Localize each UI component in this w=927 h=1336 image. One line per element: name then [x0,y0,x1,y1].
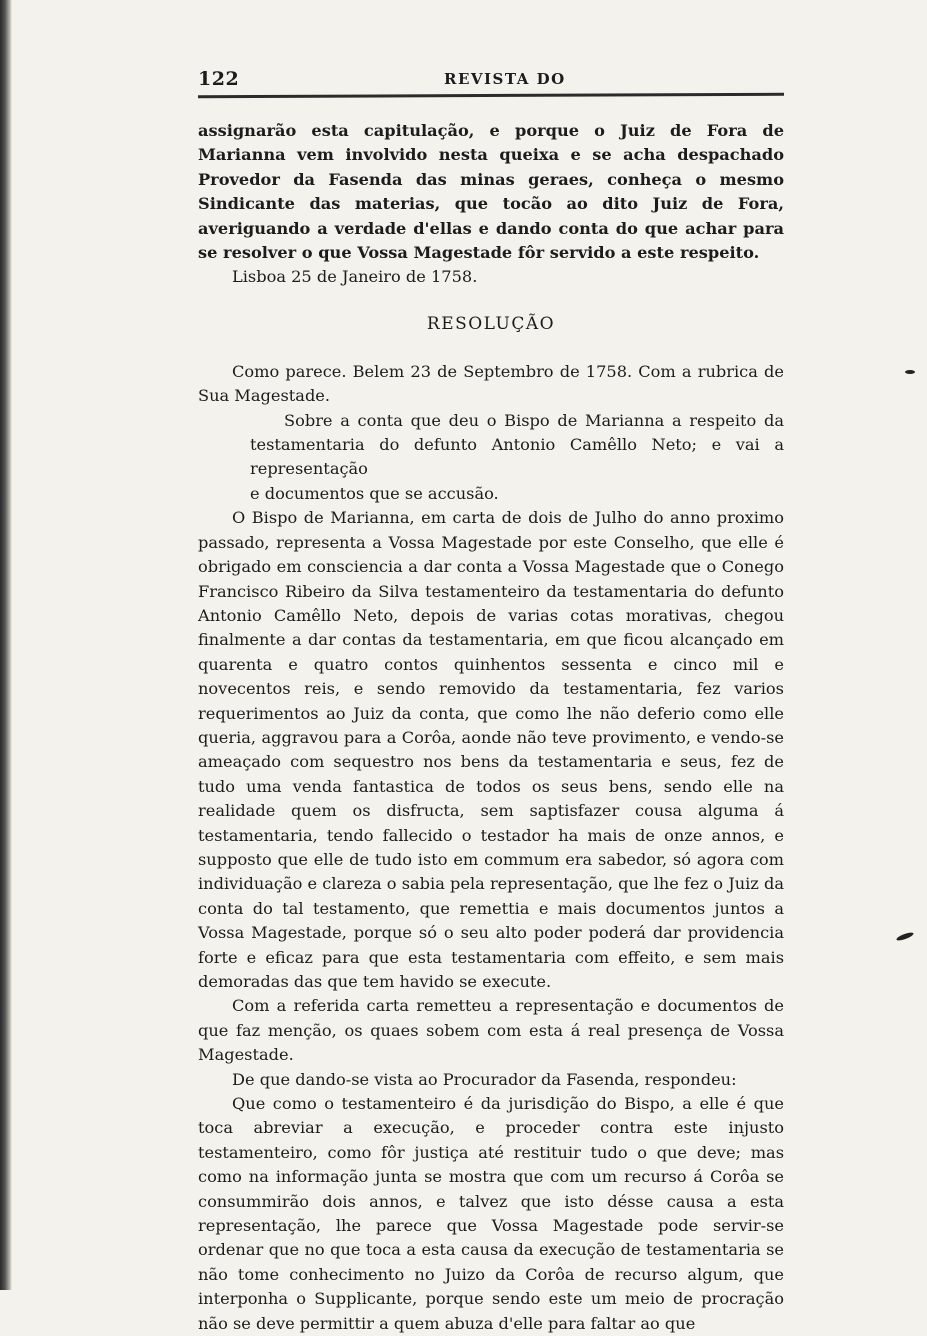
ink-speck [905,370,915,374]
page-number: 122 [198,68,240,90]
body-paragraph: Com a referida carta remetteu a representação e documentos de que faz menção, os quaes sobem com esta á real presença de Vossa Magestade. [198,996,784,1065]
running-title: REVISTA DO [444,70,566,88]
dateline: Lisboa 25 de Janeiro de 1758. [232,267,478,287]
ink-speck [896,931,915,942]
page-header [198,60,784,94]
section-title: RESOLUÇÃO [426,313,556,334]
book-page [198,60,784,1333]
body-paragraph: De que dando-se vista ao Procurador da Fasenda, respondeu: [232,1069,737,1089]
body-paragraph: Que como o testamenteiro é da jurisdição do Bispo, a elle é que toca abreviar a execução, e proceder contra este injusto testamenteiro, como fôr justiça até restituir tudo o que deve; mas como na informação junta se mostra que com um recurso á Corôa se consummirão dois annos, e talvez que isto désse causa a esta representação, lhe parece que Vossa Magestade pode servir-se ordenar que no que toca a esta causa da execução de testamentaria se não tome conhecimento no Juizo da Corôa de recurso algum, que interponha o Supplicante, porque sendo este um meio de procração não se deve permittir a quem abuza d'elle para faltar ao que [198,1094,784,1333]
summary-line: e documentos que se accusão. [250,483,499,503]
book-spine-edge [0,0,12,1290]
summary-line: Sobre a conta que deu o Bispo de Marianna a respeito da testamentaria do defunto Antonio Camêllo Neto; e vai a representação [250,410,784,479]
body-paragraph: O Bispo de Marianna, em carta de dois de Julho do anno proximo passado, representa a Vossa Magestade por este Conselho, que elle é obrigado em consciencia a dar conta a Vossa Magestade que o Conego Francisco Ribeiro da Silva testamenteiro da testamentaria do defunto Antonio Camêllo Neto, depois de varias cotas morativas, chegou finalmente a dar contas da testamentaria, em que ficou alcançado em quarenta e quatro contos quinhentos sessenta e cinco mil e novecentos reis, e sendo removido da testamentaria, fez varios requerimentos ao Juiz da conta, que como lhe não deferio como elle queria, aggravou para a Corôa, aonde não teve provimento, e vendo-se ameaçado com sequestro nos bens da testamentaria e seus, fez de tudo uma venda fantastica de todos os seus bens, sendo elle na realidade quem os disfructa, sem saptisfazer cousa alguma á testamentaria, tendo fallecido o testador ha mais de onze annos, e supposto que elle de tudo isto em commum era sabedor, só agora com individuação e clareza o sabia pela representação, que lhe fez o Juiz da conta do tal testamento, que remettia e mais documentos juntos a Vossa Magestade, porque só o seu alto poder poderá dar providencia forte e eficaz para que esta testamentaria com effeito, e sem mais demoradas das que tem havido se execute. [198,508,784,991]
resolution-paragraph: Como parece. Belem 23 de Septembro de 1758. Com a rubrica de Sua Magestade. [198,361,784,406]
paragraph-continuation: assignarão esta capitulação, e porque o Juiz de Fora de Marianna vem involvido nesta queixa e se acha despachado Provedor da Fasenda das minas geraes, conheça o mesmo Sindicante das materias, que tocão ao dito Juiz de Fora, averiguando a verdade d'ellas e dando conta do que achar para se resolver o que Vossa Magestade fôr servido a este respeito. [198,121,784,263]
document-summary [198,409,784,507]
